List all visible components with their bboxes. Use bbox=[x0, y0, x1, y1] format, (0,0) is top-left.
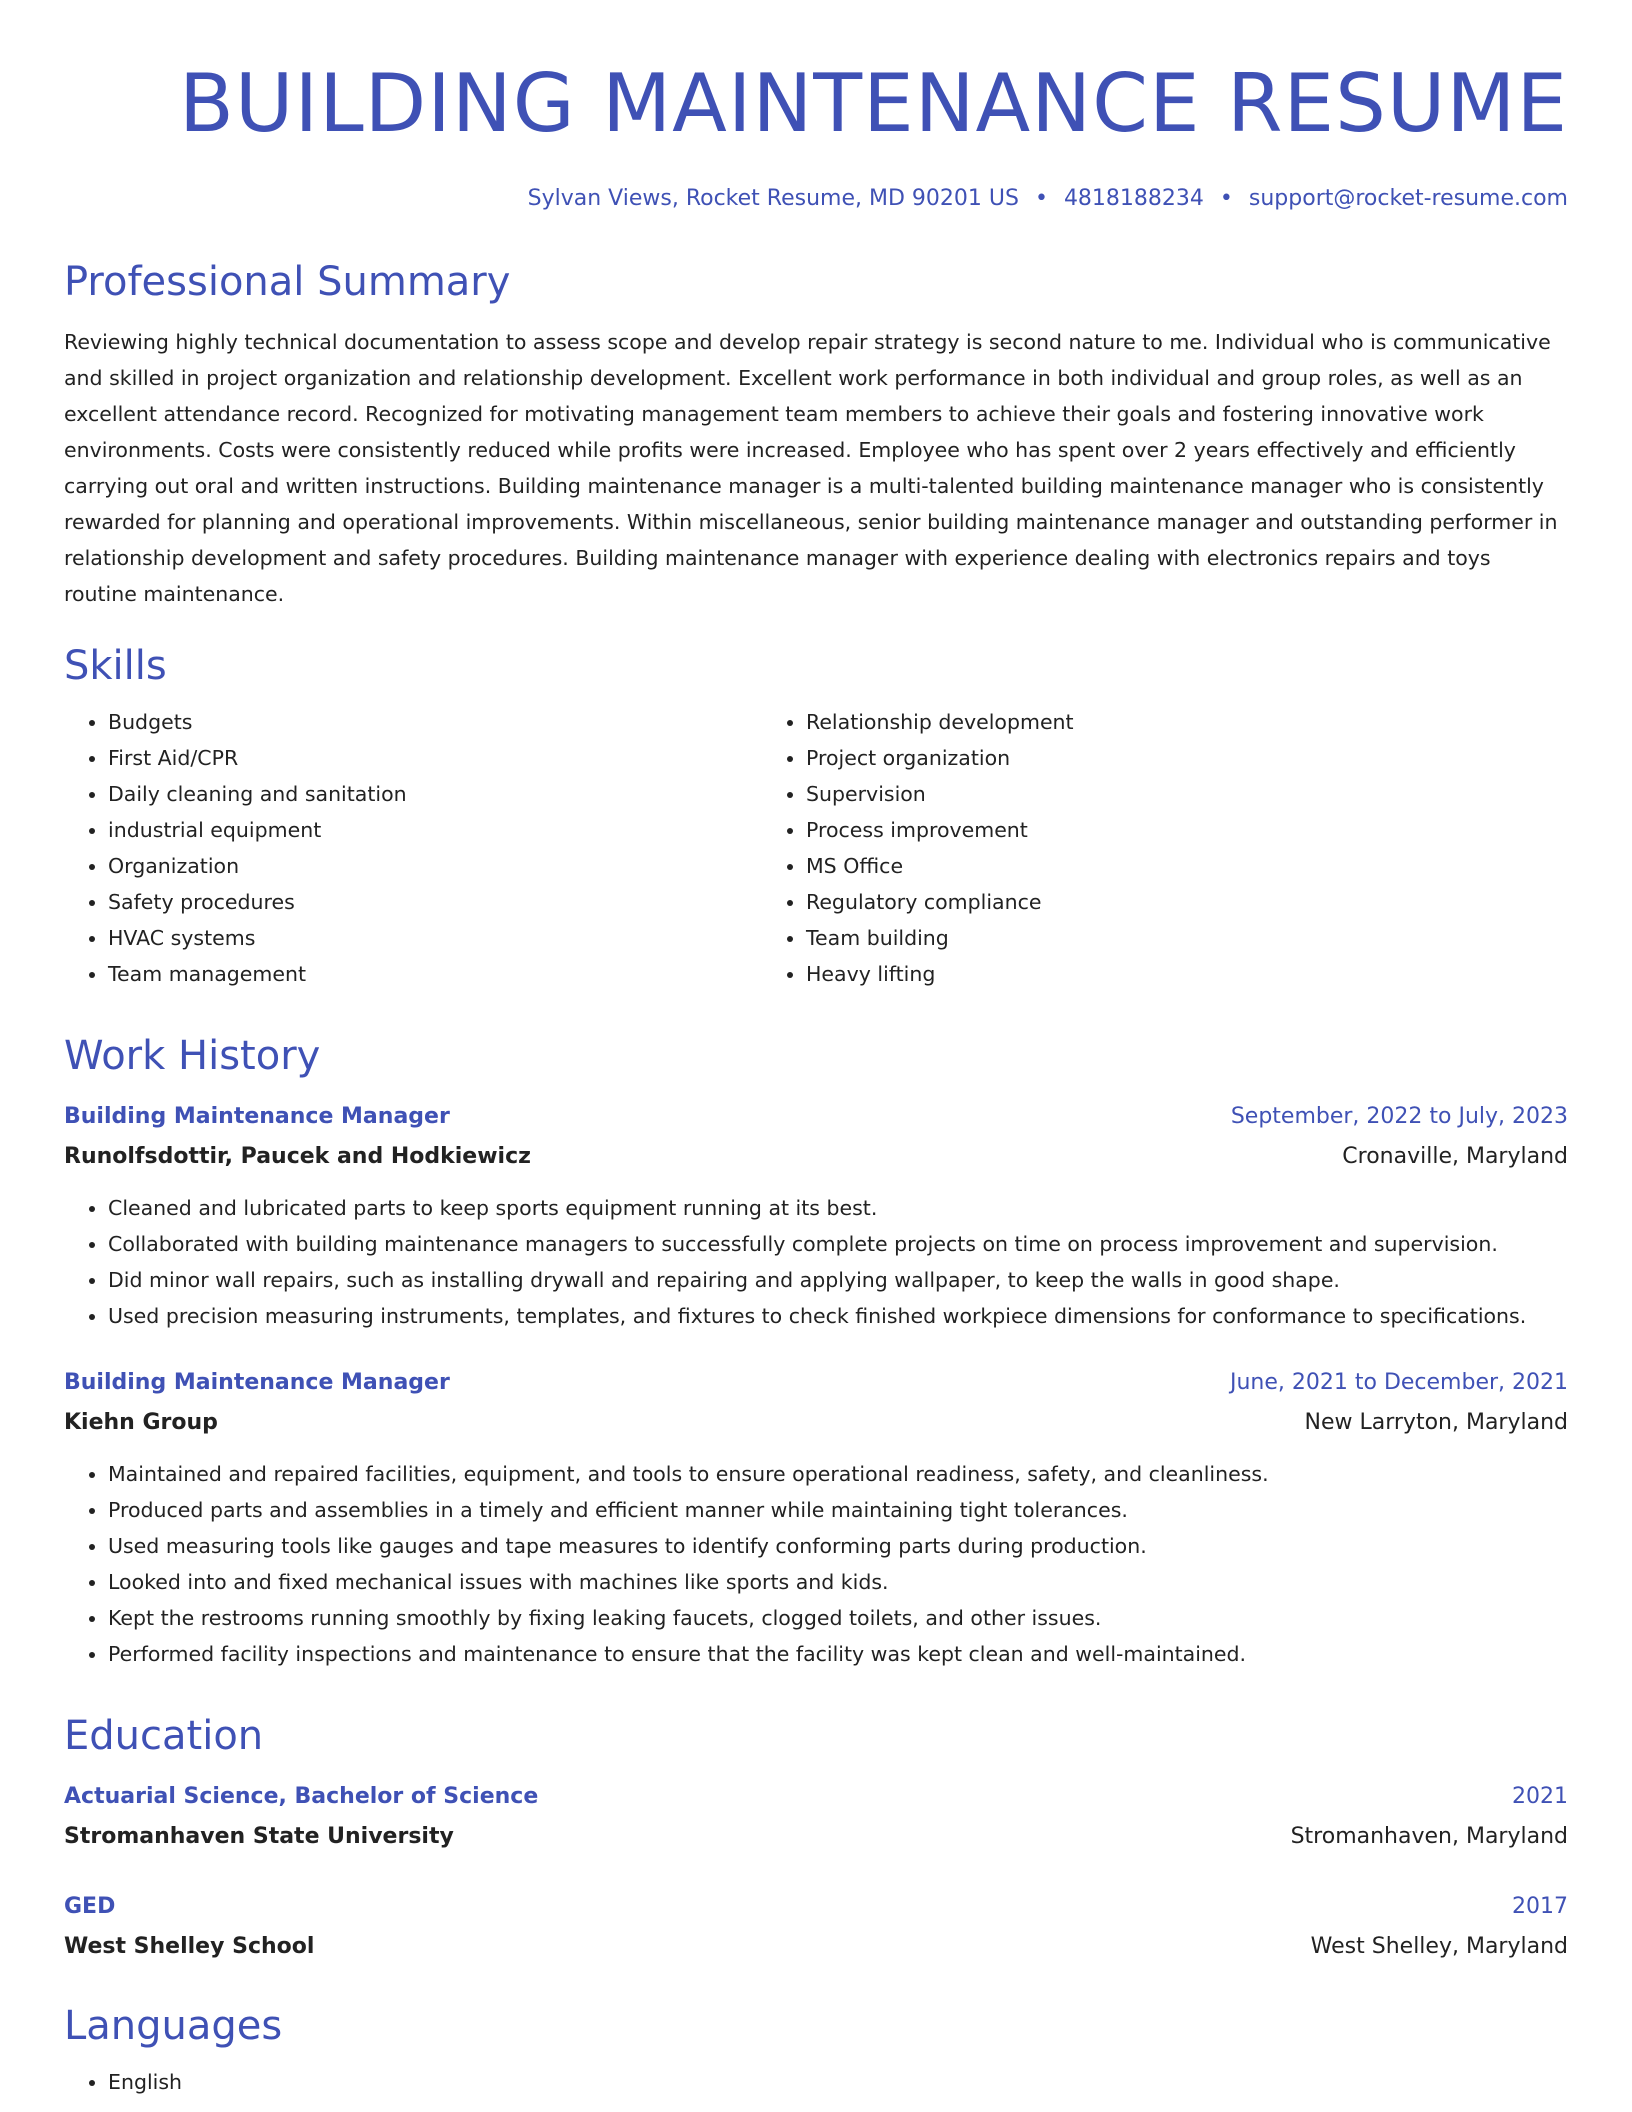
education-school: Stromanhaven State University bbox=[64, 1824, 454, 1849]
contact-email: support@rocket-resume.com bbox=[1248, 186, 1568, 211]
education-heading: Education bbox=[64, 1713, 264, 1759]
skill-item: • Regulatory compliance bbox=[806, 884, 1568, 920]
skill-item: • MS Office bbox=[806, 848, 1568, 884]
education-subheader bbox=[64, 1822, 1568, 1852]
job-company: Runolfsdottir, Paucek and Hodkiewicz bbox=[64, 1144, 531, 1169]
skill-item: • industrial equipment bbox=[108, 812, 762, 848]
resume-page bbox=[64, 0, 1568, 2100]
education-subheader bbox=[64, 1932, 1568, 1962]
skill-item: • Relationship development bbox=[806, 704, 1568, 740]
education-degree: GED bbox=[64, 1894, 116, 1919]
education-location: Stromanhaven, Maryland bbox=[1290, 1824, 1568, 1849]
job-bullet: • Performed facility inspections and maintenance to ensure that the facility was kept clean and well-maintained. bbox=[108, 1636, 1568, 1672]
skills-column-left bbox=[64, 704, 762, 992]
skill-item: • Process improvement bbox=[806, 812, 1568, 848]
skills-heading: Skills bbox=[64, 643, 167, 689]
contact-separator: • bbox=[1034, 186, 1048, 211]
job-bullet: • Used precision measuring instruments, templates, and fixtures to check finished workpiece dimensions for conformance to specifications. bbox=[108, 1298, 1568, 1334]
education-year: 2017 bbox=[1512, 1894, 1568, 1919]
job-dates: June, 2021 to December, 2021 bbox=[1229, 1370, 1568, 1395]
job-bullet: • Used measuring tools like gauges and tape measures to identify conforming parts during production. bbox=[108, 1528, 1568, 1564]
contact-line bbox=[64, 184, 1568, 214]
language-item: • English bbox=[108, 2064, 1568, 2100]
education-school: West Shelley School bbox=[64, 1934, 315, 1959]
job-company: Kiehn Group bbox=[64, 1410, 218, 1435]
work-history-heading: Work History bbox=[64, 1033, 321, 1079]
languages-heading: Languages bbox=[64, 2003, 283, 2049]
job-header bbox=[64, 1102, 1568, 1132]
job-location: Cronaville, Maryland bbox=[1342, 1144, 1568, 1169]
languages-list bbox=[64, 2064, 1568, 2100]
education-location: West Shelley, Maryland bbox=[1310, 1934, 1568, 1959]
contact-address: Sylvan Views, Rocket Resume, MD 90201 US bbox=[527, 186, 1019, 211]
skills-column-right bbox=[762, 704, 1568, 992]
skill-item: • Daily cleaning and sanitation bbox=[108, 776, 762, 812]
job-bullets bbox=[64, 1190, 1568, 1334]
job-entry bbox=[64, 1368, 1568, 1672]
skill-item: • Project organization bbox=[806, 740, 1568, 776]
job-subheader bbox=[64, 1142, 1568, 1172]
resume-title: BUILDING MAINTENANCE RESUME bbox=[179, 57, 1568, 150]
job-bullet: • Maintained and repaired facilities, equipment, and tools to ensure operational readiness, safety, and cleanliness. bbox=[108, 1456, 1568, 1492]
contact-phone: 4818188234 bbox=[1063, 186, 1204, 211]
job-entry bbox=[64, 1102, 1568, 1334]
job-bullet: • Produced parts and assemblies in a timely and efficient manner while maintaining tight tolerances. bbox=[108, 1492, 1568, 1528]
skill-item: • Heavy lifting bbox=[806, 956, 1568, 992]
job-dates: September, 2022 to July, 2023 bbox=[1230, 1104, 1568, 1129]
job-bullet: • Did minor wall repairs, such as installing drywall and repairing and applying wallpaper, to keep the walls in good shape. bbox=[108, 1262, 1568, 1298]
skill-item: • Organization bbox=[108, 848, 762, 884]
job-title: Building Maintenance Manager bbox=[64, 1104, 450, 1129]
job-bullet: • Kept the restrooms running smoothly by fixing leaking faucets, clogged toilets, and other issues. bbox=[108, 1600, 1568, 1636]
skill-item: • Team management bbox=[108, 956, 762, 992]
job-bullet: • Cleaned and lubricated parts to keep sports equipment running at its best. bbox=[108, 1190, 1568, 1226]
job-subheader bbox=[64, 1408, 1568, 1438]
skill-item: • Supervision bbox=[806, 776, 1568, 812]
summary-heading: Professional Summary bbox=[64, 259, 511, 305]
education-header bbox=[64, 1782, 1568, 1812]
education-entry bbox=[64, 1782, 1568, 1852]
skill-item: • Budgets bbox=[108, 704, 762, 740]
skills-list bbox=[64, 704, 1568, 992]
job-bullet: • Collaborated with building maintenance managers to successfully complete projects on time on process improvement and supervision. bbox=[108, 1226, 1568, 1262]
job-bullet: • Looked into and fixed mechanical issues with machines like sports and kids. bbox=[108, 1564, 1568, 1600]
skill-item: • HVAC systems bbox=[108, 920, 762, 956]
summary-text: Reviewing highly technical documentation to assess scope and develop repair strategy is second nature to me. Individual who is communicative and skilled in project organization and relationship development. Excellent work performance in both individual and group roles, as well as an excellent attendance record. Recognized for motivating management team members to achieve their goals and fostering innovative work environments. Costs were consistently reduced while profits were increased. Employee who has spent over 2 years effectively and efficiently carrying out oral and written instructions. Building maintenance manager is a multi-talented building maintenance manager who is consistently rewarded for planning and operational improvements. Within miscellaneous, senior building maintenance manager and outstanding performer in relationship development and safety procedures. Building maintenance manager with experience dealing with electronics repairs and toys routine maintenance. bbox=[64, 330, 1558, 606]
education-entry bbox=[64, 1892, 1568, 1962]
job-header bbox=[64, 1368, 1568, 1398]
skill-item: • Team building bbox=[806, 920, 1568, 956]
contact-separator: • bbox=[1219, 186, 1233, 211]
education-header bbox=[64, 1892, 1568, 1922]
skill-item: • First Aid/CPR bbox=[108, 740, 762, 776]
education-degree: Actuarial Science, Bachelor of Science bbox=[64, 1784, 539, 1809]
job-title: Building Maintenance Manager bbox=[64, 1370, 450, 1395]
job-location: New Larryton, Maryland bbox=[1304, 1410, 1568, 1435]
job-bullets bbox=[64, 1456, 1568, 1672]
skill-item: • Safety procedures bbox=[108, 884, 762, 920]
education-year: 2021 bbox=[1512, 1784, 1568, 1809]
